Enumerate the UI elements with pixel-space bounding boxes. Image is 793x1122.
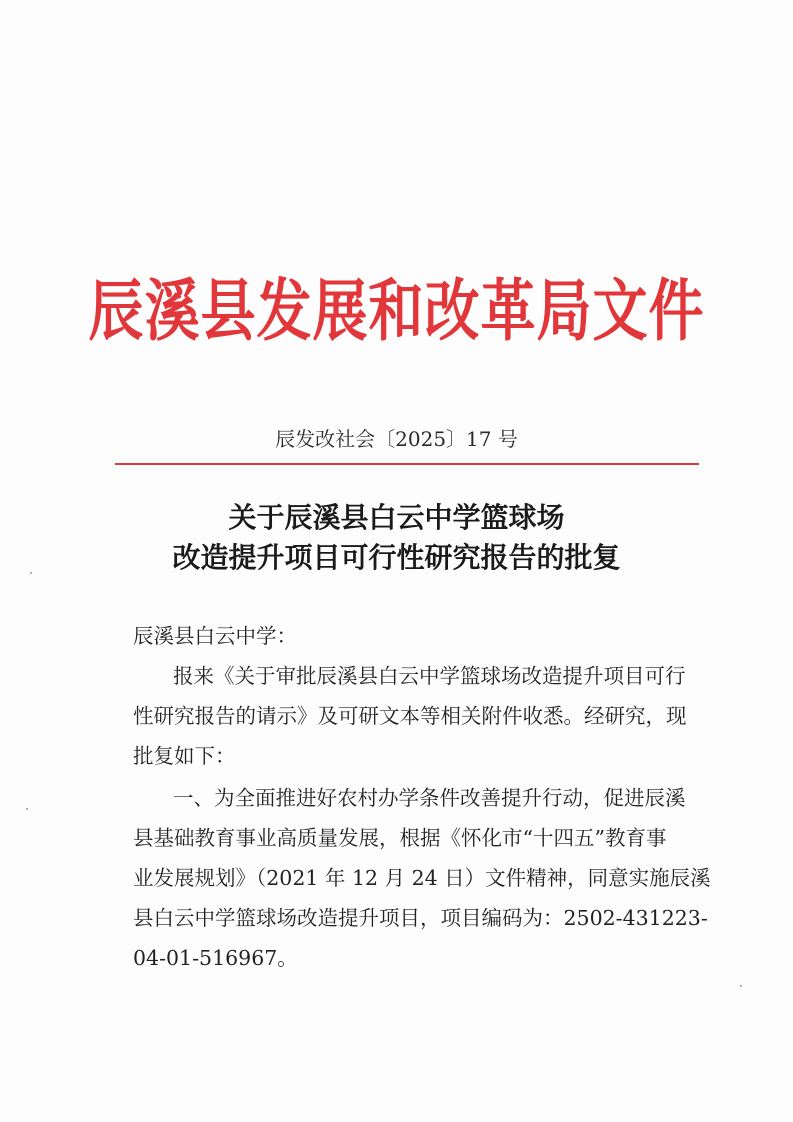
scan-speck — [30, 572, 32, 574]
paragraph-1-line-1: 报来《关于审批辰溪县白云中学篮球场改造提升项目可行 — [173, 664, 686, 688]
paragraph-2-line-4: 县白云中学篮球场改造提升项目，项目编码为：2502-431223- — [133, 906, 708, 930]
scan-speck — [26, 808, 28, 810]
scan-speck — [740, 985, 742, 987]
paragraph-2-line-2: 县基础教育事业高质量发展，根据《怀化市“十四五”教育事 — [133, 826, 667, 850]
masthead-title: 辰溪县发展和改革局文件 — [88, 270, 705, 350]
paragraph-2-line-1: 一、为全面推进好农村办学条件改善提升行动，促进辰溪 — [173, 786, 686, 810]
document-title-line-2: 改造提升项目可行性研究报告的批复 — [172, 541, 621, 574]
red-separator-line — [115, 463, 699, 465]
paragraph-2-line-5: 04-01-516967。 — [133, 946, 298, 970]
paragraph-1-line-2: 性研究报告的请示》及可研文本等相关附件收悉。经研究，现 — [133, 704, 687, 728]
document-title-line-1: 关于辰溪县白云中学篮球场 — [228, 501, 565, 534]
document-number: 辰发改社会〔2025〕17 号 — [275, 427, 518, 451]
addressee: 辰溪县白云中学： — [133, 624, 297, 648]
paragraph-1-line-3: 批复如下： — [133, 744, 236, 768]
paragraph-2-line-3: 业发展规划》（2021 年 12 月 24 日）文件精神，同意实施辰溪 — [133, 866, 711, 890]
